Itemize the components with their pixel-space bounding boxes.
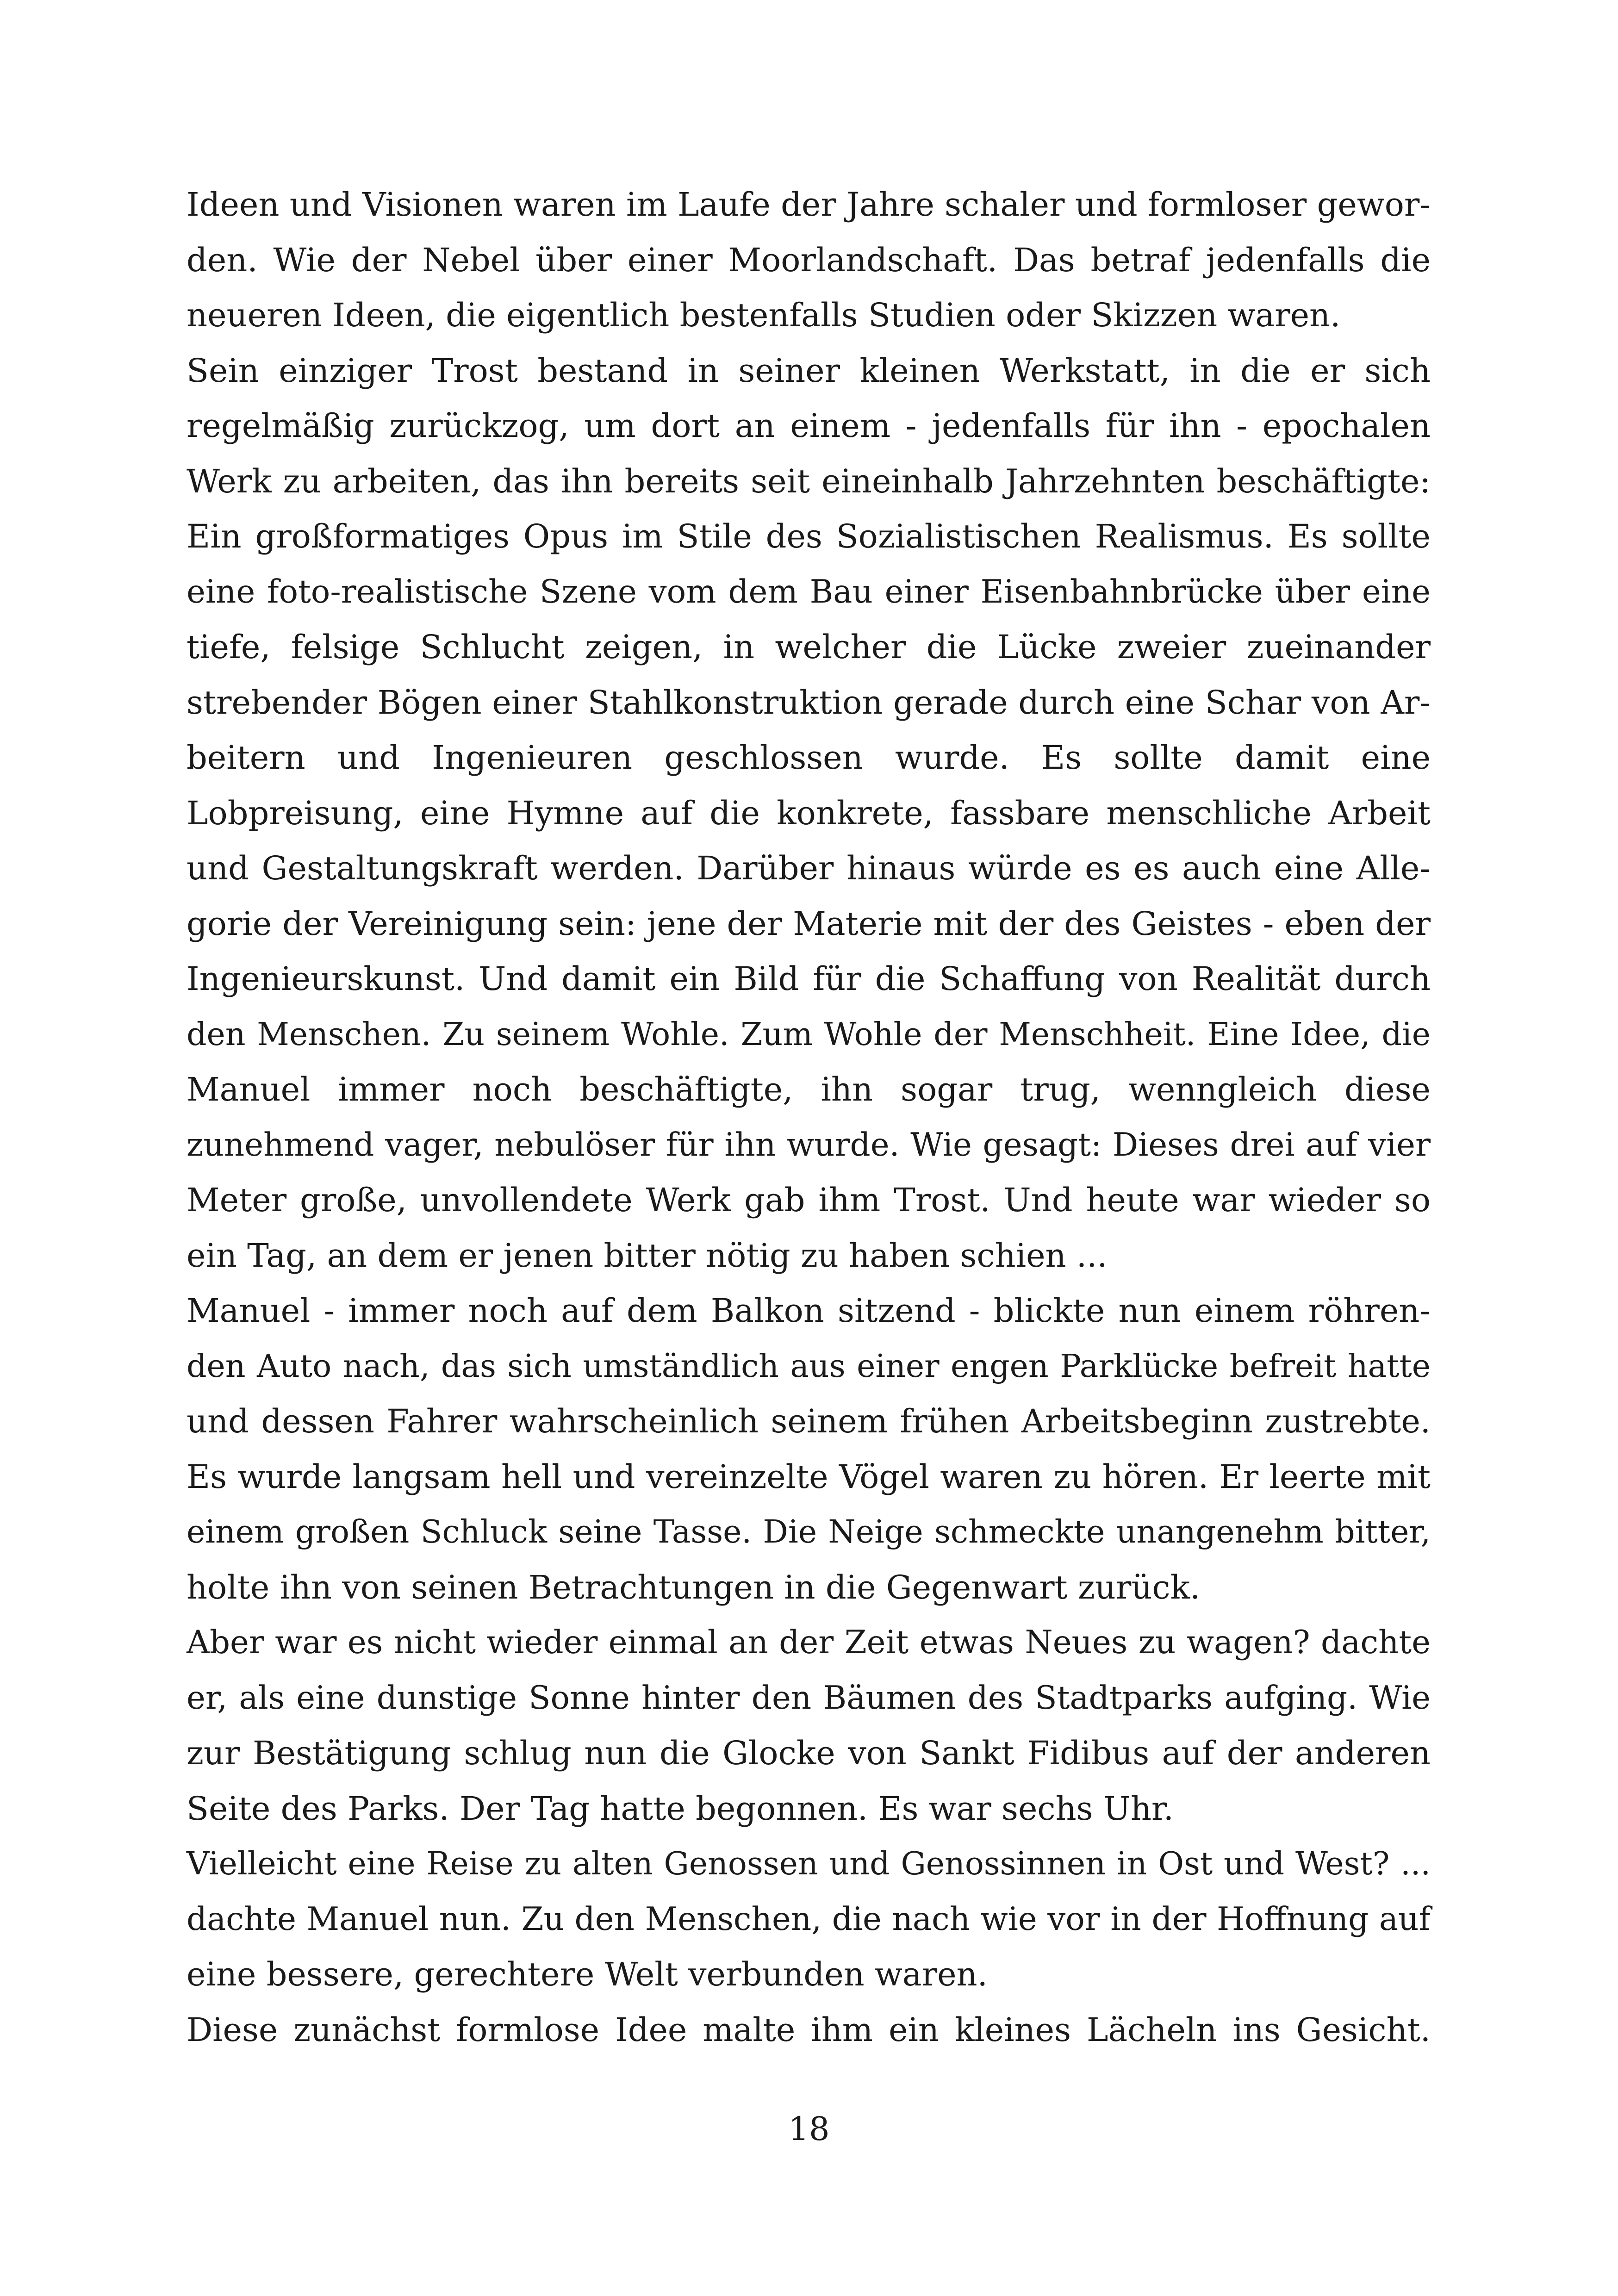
text-line: einem großen Schluck seine Tasse. Die Neige schmeckte unangenehm bitter, — [187, 1514, 1431, 1550]
text-line: den Menschen. Zu seinem Wohle. Zum Wohle der Menschheit. Eine Idee, die — [187, 1016, 1431, 1053]
text-line: eine bessere, gerechtere Welt verbunden waren. — [187, 1955, 988, 1993]
text-line: neueren Ideen, die eigentlich bestenfalls Studien oder Skizzen waren. — [187, 296, 1341, 334]
text-line: Ideen und Visionen waren im Laufe der Jahre schaler und formloser gewor- — [187, 186, 1431, 224]
text-line: Ein großformatiges Opus im Stile des Sozialistischen Realismus. Es sollte — [187, 517, 1431, 555]
text-line: Manuel - immer noch auf dem Balkon sitzend - blickte nun einem röhren- — [187, 1292, 1431, 1330]
text-line: Sein einziger Trost bestand in seiner kleinen Werkstatt, in die er sich — [187, 351, 1431, 390]
text-line: und Gestaltungskraft werden. Darüber hinaus würde es es auch eine Alle- — [187, 849, 1431, 887]
text-line: eine foto-realistische Szene vom dem Bau einer Eisenbahnbrücke über eine — [187, 573, 1431, 610]
text-line: beitern und Ingenieuren geschlossen wurde. Es sollte damit eine — [187, 739, 1431, 777]
text-line: tiefe, felsige Schlucht zeigen, in welcher die Lücke zweier zueinander — [187, 628, 1431, 666]
body-text — [187, 177, 1431, 2058]
text-line: gorie der Vereinigung sein: jene der Materie mit der des Geistes - eben der — [187, 904, 1431, 943]
text-line: Aber war es nicht wieder einmal an der Zeit etwas Neues zu wagen? dachte — [187, 1624, 1431, 1661]
text-line: strebender Bögen einer Stahlkonstruktion gerade durch eine Schar von Ar- — [187, 683, 1431, 722]
text-line: den Auto nach, das sich umständlich aus einer engen Parklücke befreit hatte — [187, 1348, 1431, 1385]
text-line: Manuel immer noch beschäftigte, ihn sogar trug, wenngleich diese — [187, 1070, 1431, 1108]
text-line: Lobpreisung, eine Hymne auf die konkrete, fassbare menschliche Arbeit — [187, 794, 1431, 832]
text-line: regelmäßig zurückzog, um dort an einem - jedenfalls für ihn - epochalen — [187, 407, 1431, 445]
text-line: zunehmend vager, nebulöser für ihn wurde. Wie gesagt: Dieses drei auf vier — [187, 1126, 1431, 1164]
text-line: dachte Manuel nun. Zu den Menschen, die nach wie vor in der Hoffnung auf — [187, 1900, 1431, 1938]
text-line: Ingenieurskunst. Und damit ein Bild für die Schaffung von Realität durch — [187, 960, 1431, 998]
text-line: zur Bestätigung schlug nun die Glocke von Sankt Fidibus auf der anderen — [187, 1734, 1431, 1772]
text-line: er, als eine dunstige Sonne hinter den Bäumen des Stadtparks aufging. Wie — [187, 1679, 1431, 1717]
text-line: Vielleicht eine Reise zu alten Genossen und Genossinnen in Ost und West? ... — [187, 1846, 1431, 1882]
page-number: 18 — [788, 2110, 830, 2148]
text-line: und dessen Fahrer wahrscheinlich seinem frühen Arbeitsbeginn zustrebte. — [187, 1402, 1431, 1440]
text-line: Es wurde langsam hell und vereinzelte Vögel waren zu hören. Er leerte mit — [187, 1457, 1431, 1496]
text-line: holte ihn von seinen Betrachtungen in die Gegenwart zurück. — [187, 1568, 1201, 1606]
text-line: Diese zunächst formlose Idee malte ihm ein kleines Lächeln ins Gesicht. — [187, 2010, 1431, 2049]
text-line: Seite des Parks. Der Tag hatte begonnen. Es war sechs Uhr. — [187, 1789, 1174, 1828]
text-line: Werk zu arbeiten, das ihn bereits seit eineinhalb Jahrzehnten beschäftigte: — [187, 462, 1431, 500]
text-line: ein Tag, an dem er jenen bitter nötig zu haben schien ... — [187, 1236, 1108, 1275]
text-line: den. Wie der Nebel über einer Moorlandschaft. Das betraf jedenfalls die — [187, 241, 1431, 279]
text-line: Meter große, unvollendete Werk gab ihm Trost. Und heute war wieder so — [187, 1181, 1431, 1219]
